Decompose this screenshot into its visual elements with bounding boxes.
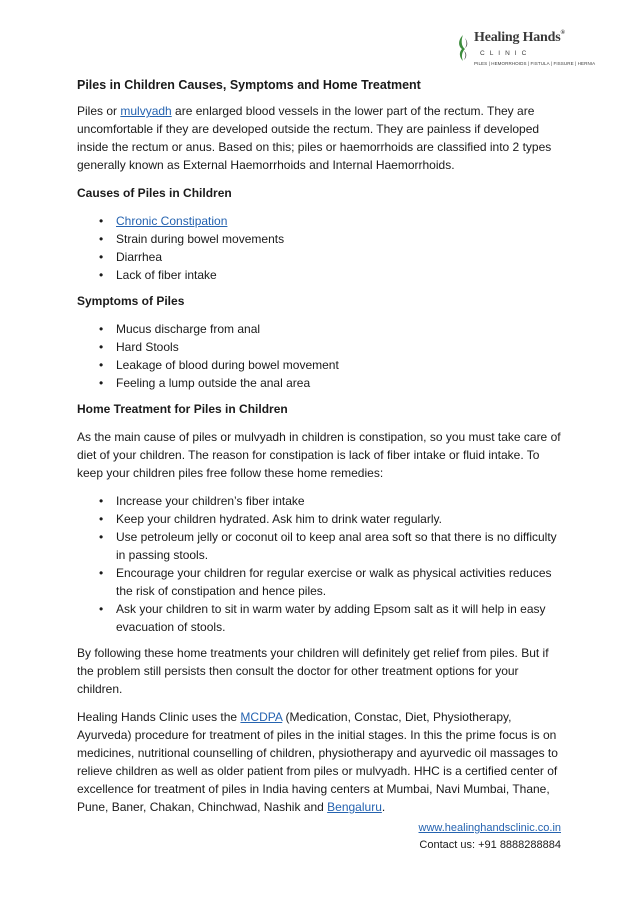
footer-contact — [419, 820, 561, 854]
list-item: • Diarrhea — [99, 250, 163, 264]
hands-logo-icon — [456, 34, 470, 62]
healing-hands-logo — [456, 28, 596, 72]
list-item: • Use petroleum jelly or coconut oil to keep anal area soft so that there is no difficulty in passing stools. — [99, 530, 557, 562]
logo-tagline: PILES | HEMORRHOIDS | FISTULA | FISSURE | HERNIA — [474, 61, 596, 66]
article-body — [77, 76, 567, 826]
article-title: Piles in Children Causes, Symptoms and Home Treatment — [77, 78, 421, 92]
mcdpa-link[interactable]: MCDPA — [240, 710, 283, 724]
list-item: • Chronic Constipation — [99, 214, 228, 228]
symptoms-list — [77, 320, 567, 392]
symptoms-heading: Symptoms of Piles — [77, 294, 185, 308]
list-item: • Mucus discharge from anal — [99, 322, 261, 336]
list-item: • Increase your children’s fiber intake — [99, 494, 305, 508]
list-item: • Feeling a lump outside the anal area — [99, 376, 311, 390]
home-remedies-list — [77, 492, 567, 636]
list-item: • Hard Stools — [99, 340, 179, 354]
list-item: • Leakage of blood during bowel movement — [99, 358, 339, 372]
bengaluru-link[interactable]: Bengaluru — [327, 800, 382, 814]
causes-heading: Causes of Piles in Children — [77, 186, 232, 200]
list-item: • Encourage your children for regular exercise or walk as physical activities reduces the risk of constipation and hence piles. — [99, 566, 552, 598]
contact-number: Contact us: +91 8888288884 — [419, 839, 561, 851]
list-item: • Keep your children hydrated. Ask him to drink water regularly. — [99, 512, 442, 526]
home-treatment-paragraph: As the main cause of piles or mulvyadh in children is constipation, so you must take care of diet of your children. The reason for constipation is lack of fiber intake or fluid intake. To keep your children piles free follow these home remedies: — [77, 430, 561, 480]
intro-paragraph: Piles or mulvyadh are enlarged blood vessels in the lower part of the rectum. They are uncomfortable if they are developed outside the rectum. They are painless if developed inside the rectum or anus. Based on this; piles or haemorrhoids are classified into 2 types generally known as External Haemorrhoids and Internal Haemorrhoids. — [77, 104, 552, 172]
logo-name: Healing Hands® — [474, 30, 565, 45]
website-link[interactable]: www.healinghandsclinic.co.in — [418, 822, 561, 834]
list-item: • Lack of fiber intake — [99, 268, 217, 282]
hhc-paragraph: Healing Hands Clinic uses the MCDPA (Medication, Constac, Diet, Physiotherapy, Ayurveda) procedure for treatment of piles in the initial stages. In this the prime focus is on medicines, nutritional counselling of children, physiotherapy and ayurvedic oil massages to relieve children as well as older patient from piles or mulvyadh. HHC is a certified center of excellence for treatment of piles in India having centers at Mumbai, Navi Mumbai, Thane, Pune, Baner, Chakan, Chinchwad, Nashik and Bengaluru. — [77, 710, 558, 814]
home-treatment-heading: Home Treatment for Piles in Children — [77, 402, 288, 416]
mulvyadh-link[interactable]: mulvyadh — [120, 104, 172, 118]
list-item: • Ask your children to sit in warm water by adding Epsom salt as it will help in easy evacuation of stools. — [99, 602, 546, 634]
causes-list — [77, 212, 567, 284]
logo-clinic: CLINIC — [480, 50, 532, 57]
list-item: • Strain during bowel movements — [99, 232, 285, 246]
closing-paragraph: By following these home treatments your children will definitely get relief from piles. But if the problem still persists then consult the doctor for other treatment options for your children. — [77, 646, 549, 696]
chronic-constipation-link[interactable]: Chronic Constipation — [116, 214, 228, 228]
